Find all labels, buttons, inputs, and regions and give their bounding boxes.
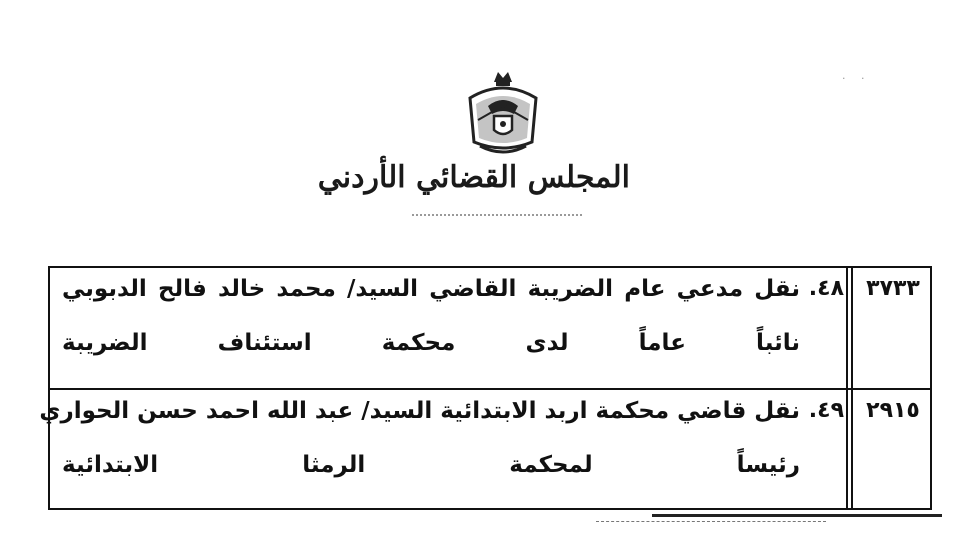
record-index: ٤٩.: [808, 398, 844, 423]
corner-mark: · ·: [842, 72, 871, 85]
column-divider: [851, 390, 853, 508]
record-text-line: نقل قاضي محكمة اربد الابتدائية السيد/ عبد الله احمد حسن الحواري: [39, 398, 800, 424]
record-number: ٢٩١٥: [866, 398, 920, 423]
records-table: [39, 266, 932, 510]
jordan-coat-of-arms-icon: [458, 68, 548, 160]
record-index: ٤٨.: [808, 276, 844, 301]
record-row: [50, 268, 930, 390]
record-number: ٣٧٣٣: [866, 276, 920, 301]
council-name: المجلس القضائي الأردني: [317, 160, 630, 195]
emblem-caption-line: [412, 214, 582, 216]
record-row: [39, 390, 930, 508]
footer-rule: [596, 521, 826, 522]
column-divider: [846, 390, 848, 508]
record-text-line: رئيساً لمحكمة الرمثا الابتدائية: [62, 452, 800, 478]
record-text-line: نقل مدعي عام الضريبة القاضي السيد/ محمد خالد فالح الدبوبي: [62, 276, 800, 302]
record-text-line: نائباً عاماً لدى محكمة استئناف الضريبة: [62, 330, 800, 356]
column-divider: [851, 268, 853, 388]
footer-rule: [652, 514, 942, 517]
column-divider: [846, 268, 848, 388]
